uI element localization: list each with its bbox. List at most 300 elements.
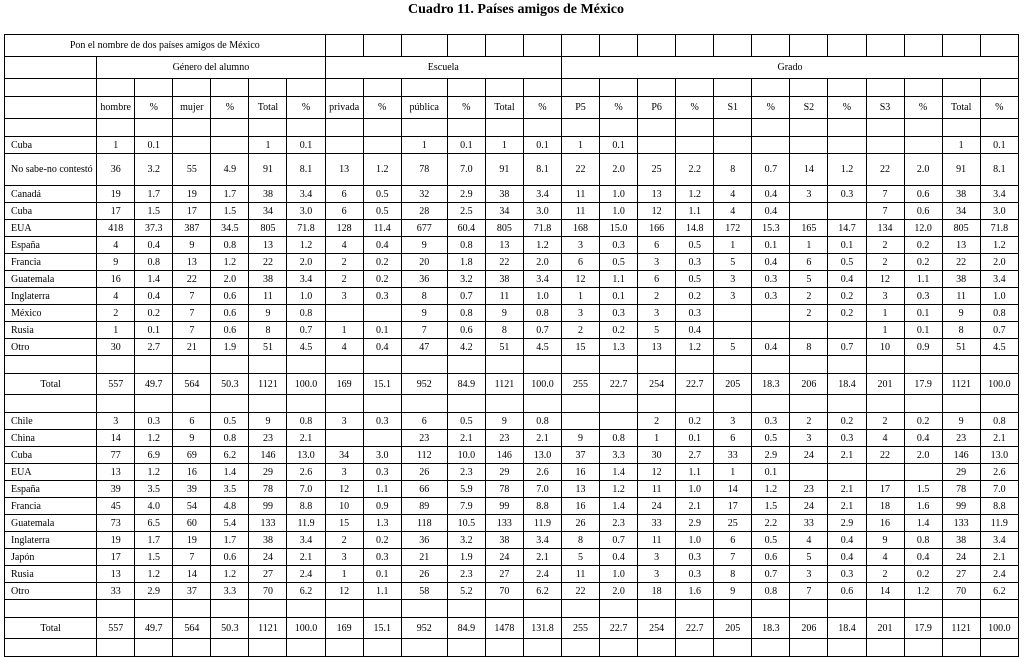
empty-cell [562, 600, 600, 618]
value-cell: 22 [866, 154, 904, 186]
value-cell: 0.2 [904, 413, 942, 430]
value-cell: 9 [173, 237, 211, 254]
total-value: 50.3 [211, 618, 249, 639]
value-cell: 1.0 [287, 288, 325, 305]
value-cell: 128 [325, 220, 363, 237]
value-cell: 3 [325, 464, 363, 481]
empty-cell [790, 395, 828, 413]
value-cell: 0.9 [363, 498, 401, 515]
value-cell [714, 137, 752, 154]
row-label: Cuba [5, 447, 97, 464]
value-cell: 30 [97, 339, 135, 356]
value-cell [325, 430, 363, 447]
empty-cell [942, 639, 980, 657]
value-cell: 805 [942, 220, 980, 237]
value-cell: 13 [97, 464, 135, 481]
empty-cell [401, 119, 447, 137]
value-cell: 25 [714, 515, 752, 532]
value-cell: 133 [485, 515, 523, 532]
value-cell: 0.4 [828, 271, 866, 288]
total-value: 205 [714, 374, 752, 395]
value-cell: 1.1 [904, 271, 942, 288]
empty-cell [714, 119, 752, 137]
value-cell: 11 [562, 566, 600, 583]
value-cell: 34.5 [211, 220, 249, 237]
value-cell: 3 [325, 413, 363, 430]
row-label: Otro [5, 583, 97, 600]
value-cell: 1.1 [363, 481, 401, 498]
column-header: % [287, 97, 325, 119]
empty-cell [135, 639, 173, 657]
value-cell: 0.3 [363, 288, 401, 305]
value-cell: 2.4 [523, 566, 561, 583]
empty-cell [562, 356, 600, 374]
empty-cell [97, 119, 135, 137]
value-cell: 0.8 [447, 305, 485, 322]
value-cell: 16 [562, 498, 600, 515]
row-label: Rusia [5, 322, 97, 339]
value-cell: 3.3 [600, 447, 638, 464]
empty-cell [363, 79, 401, 97]
value-cell: 1 [325, 322, 363, 339]
empty-cell [325, 600, 363, 618]
empty-cell [638, 639, 676, 657]
value-cell: 0.1 [676, 430, 714, 447]
table-row [5, 339, 1019, 356]
value-cell: 7 [173, 288, 211, 305]
empty-cell [401, 600, 447, 618]
value-cell: 9 [714, 583, 752, 600]
value-cell: 28 [401, 203, 447, 220]
value-cell: 13 [173, 254, 211, 271]
value-cell: 1 [97, 137, 135, 154]
value-cell: 0.2 [828, 305, 866, 322]
value-cell: 0.2 [676, 288, 714, 305]
value-cell: 3 [790, 566, 828, 583]
empty-cell [363, 356, 401, 374]
empty-cell [980, 395, 1018, 413]
value-cell: 73 [97, 515, 135, 532]
value-cell: 9 [173, 430, 211, 447]
empty-cell [363, 395, 401, 413]
value-cell: 1.9 [447, 549, 485, 566]
value-cell: 22 [249, 254, 287, 271]
value-cell: 13 [638, 186, 676, 203]
value-cell: 99 [942, 498, 980, 515]
total-value: 18.3 [752, 618, 790, 639]
value-cell: 3.2 [135, 154, 173, 186]
empty-cell [790, 119, 828, 137]
empty-cell [638, 79, 676, 97]
value-cell: 26 [401, 566, 447, 583]
value-cell: 1.2 [904, 583, 942, 600]
value-cell: 3 [325, 549, 363, 566]
value-cell: 1.1 [676, 464, 714, 481]
value-cell: 34 [942, 203, 980, 220]
value-cell: 78 [942, 481, 980, 498]
value-cell: 1 [562, 137, 600, 154]
table-row [5, 254, 1019, 271]
value-cell: 19 [173, 532, 211, 549]
empty-cell [562, 395, 600, 413]
value-cell: 11 [562, 186, 600, 203]
value-cell: 1.1 [600, 271, 638, 288]
value-cell: 6 [790, 254, 828, 271]
total-value: 17.9 [904, 374, 942, 395]
empty-cell [447, 395, 485, 413]
value-cell: 4 [790, 532, 828, 549]
empty-cell [980, 639, 1018, 657]
value-cell: 1 [638, 430, 676, 447]
value-cell: 1 [325, 566, 363, 583]
empty-cell [676, 600, 714, 618]
value-cell: 0.8 [211, 430, 249, 447]
empty-cell [325, 395, 363, 413]
value-cell: 17 [97, 203, 135, 220]
value-cell: 38 [942, 532, 980, 549]
value-cell: 0.4 [828, 532, 866, 549]
empty-cell [790, 639, 828, 657]
column-header: % [447, 97, 485, 119]
value-cell: 0.8 [287, 305, 325, 322]
value-cell: 118 [401, 515, 447, 532]
value-cell: 27 [249, 566, 287, 583]
value-cell: 0.1 [904, 322, 942, 339]
value-cell: 0.8 [980, 413, 1018, 430]
value-cell: 0.1 [904, 305, 942, 322]
value-cell: 2 [866, 566, 904, 583]
empty-cell [600, 395, 638, 413]
table-row [5, 583, 1019, 600]
empty-cell [523, 119, 561, 137]
column-header: % [523, 97, 561, 119]
value-cell: 8 [249, 322, 287, 339]
value-cell: 4 [97, 237, 135, 254]
empty-cell [211, 356, 249, 374]
value-cell: 0.7 [523, 322, 561, 339]
row-label: Otro [5, 339, 97, 356]
value-cell: 8 [562, 532, 600, 549]
value-cell: 0.2 [600, 322, 638, 339]
value-cell: 6 [325, 203, 363, 220]
value-cell [790, 464, 828, 481]
value-cell: 9 [249, 413, 287, 430]
value-cell: 99 [249, 498, 287, 515]
row-label: Canadá [5, 186, 97, 203]
value-cell: 2 [97, 305, 135, 322]
value-cell: 2 [638, 413, 676, 430]
value-cell: 1.0 [523, 288, 561, 305]
row-label: México [5, 305, 97, 322]
row-label: España [5, 237, 97, 254]
value-cell: 36 [401, 271, 447, 288]
value-cell: 172 [714, 220, 752, 237]
empty-cell [714, 79, 752, 97]
value-cell: 55 [173, 154, 211, 186]
value-cell: 3.0 [287, 203, 325, 220]
value-cell: 10 [866, 339, 904, 356]
row-label: EUA [5, 220, 97, 237]
value-cell: 70 [485, 583, 523, 600]
value-cell: 0.3 [363, 464, 401, 481]
empty-cell [904, 356, 942, 374]
value-cell: 146 [249, 447, 287, 464]
value-cell: 14 [97, 430, 135, 447]
value-cell: 0.3 [135, 413, 173, 430]
value-cell: 2.0 [904, 154, 942, 186]
value-cell: 38 [485, 271, 523, 288]
value-cell: 10.0 [447, 447, 485, 464]
empty-cell [980, 79, 1018, 97]
empty-cell [752, 600, 790, 618]
value-cell: 0.3 [752, 271, 790, 288]
empty-cell [135, 395, 173, 413]
value-cell: 22 [485, 254, 523, 271]
empty-cell [523, 600, 561, 618]
value-cell: 34 [249, 203, 287, 220]
value-cell: 0.1 [600, 137, 638, 154]
total-label: Total [5, 374, 97, 395]
total-value: 18.4 [828, 374, 866, 395]
value-cell: 3.4 [287, 186, 325, 203]
value-cell: 9 [942, 413, 980, 430]
value-cell: 0.2 [676, 413, 714, 430]
value-cell: 17 [714, 498, 752, 515]
row-label: España [5, 481, 97, 498]
value-cell: 78 [249, 481, 287, 498]
column-header: % [828, 97, 866, 119]
value-cell: 6 [401, 413, 447, 430]
empty-cell [676, 119, 714, 137]
value-cell: 0.2 [904, 254, 942, 271]
value-cell: 2.4 [287, 566, 325, 583]
value-cell: 2 [790, 413, 828, 430]
value-cell: 1 [249, 137, 287, 154]
empty-cell [523, 395, 561, 413]
empty-cell [249, 79, 287, 97]
value-cell: 91 [942, 154, 980, 186]
value-cell: 0.7 [752, 154, 790, 186]
value-cell: 3.2 [447, 271, 485, 288]
empty-cell [173, 356, 211, 374]
value-cell: 1 [790, 237, 828, 254]
value-cell: 3 [97, 413, 135, 430]
empty-cell [790, 356, 828, 374]
empty-cell [904, 119, 942, 137]
value-cell: 0.3 [904, 288, 942, 305]
table-row [5, 464, 1019, 481]
value-cell: 21 [401, 549, 447, 566]
empty-cell [173, 600, 211, 618]
total-value: 255 [562, 374, 600, 395]
value-cell: 51 [249, 339, 287, 356]
value-cell: 15 [562, 339, 600, 356]
total-value: 22.7 [600, 618, 638, 639]
row-label: Japón [5, 549, 97, 566]
value-cell: 7.0 [523, 481, 561, 498]
value-cell: 677 [401, 220, 447, 237]
empty-cell [904, 600, 942, 618]
value-cell: 22 [866, 447, 904, 464]
value-cell: 3.5 [211, 481, 249, 498]
value-cell: 15.0 [600, 220, 638, 237]
table-title: Cuadro 11. Países amigos de México [408, 2, 624, 17]
row-label: Cuba [5, 203, 97, 220]
value-cell: 4.0 [135, 498, 173, 515]
value-cell: 2.1 [287, 430, 325, 447]
total-value: 201 [866, 374, 904, 395]
group-grado: Grado [562, 57, 1019, 79]
value-cell: 38 [249, 271, 287, 288]
empty-cell [287, 356, 325, 374]
value-cell: 17 [173, 203, 211, 220]
value-cell: 0.4 [363, 339, 401, 356]
value-cell: 0.7 [447, 288, 485, 305]
value-cell: 5 [638, 322, 676, 339]
value-cell: 24 [790, 498, 828, 515]
value-cell: 0.3 [828, 430, 866, 447]
value-cell: 1.4 [904, 515, 942, 532]
value-cell: 2 [325, 254, 363, 271]
value-cell [325, 305, 363, 322]
empty-cell [676, 395, 714, 413]
value-cell: 3 [638, 566, 676, 583]
table-row [5, 413, 1019, 430]
total-value: 15.1 [363, 618, 401, 639]
empty-cell [980, 119, 1018, 137]
blank-row [5, 639, 1019, 657]
value-cell: 2.0 [980, 254, 1018, 271]
value-cell: 2 [325, 271, 363, 288]
value-cell: 6.2 [287, 583, 325, 600]
table-row [5, 515, 1019, 532]
total-value: 22.7 [676, 374, 714, 395]
value-cell: 805 [485, 220, 523, 237]
value-cell: 6 [714, 532, 752, 549]
value-cell: 12 [638, 464, 676, 481]
empty-cell [523, 356, 561, 374]
table-row [5, 137, 1019, 154]
value-cell: 6 [714, 430, 752, 447]
value-cell: 9 [866, 532, 904, 549]
value-cell: 16 [173, 464, 211, 481]
value-cell: 3 [562, 305, 600, 322]
value-cell: 1.2 [135, 430, 173, 447]
value-cell: 0.5 [447, 413, 485, 430]
value-cell: 7.0 [447, 154, 485, 186]
empty-cell [904, 395, 942, 413]
value-cell [676, 137, 714, 154]
empty-cell [942, 600, 980, 618]
value-cell: 2.3 [447, 566, 485, 583]
value-cell: 1.7 [211, 532, 249, 549]
value-cell: 0.2 [904, 237, 942, 254]
empty-cell [676, 79, 714, 97]
empty-cell [287, 600, 325, 618]
value-cell: 4 [325, 237, 363, 254]
value-cell: 1.0 [676, 481, 714, 498]
value-cell: 12 [638, 203, 676, 220]
total-value: 206 [790, 618, 828, 639]
value-cell: 2.4 [980, 566, 1018, 583]
value-cell: 0.5 [752, 430, 790, 447]
row-label: Cuba [5, 137, 97, 154]
value-cell: 66 [401, 481, 447, 498]
value-cell: 1.5 [904, 481, 942, 498]
value-cell: 11.9 [523, 515, 561, 532]
value-cell: 5.4 [211, 515, 249, 532]
value-cell: 0.1 [752, 464, 790, 481]
column-header: S1 [714, 97, 752, 119]
value-cell: 0.1 [287, 137, 325, 154]
value-cell: 0.3 [676, 549, 714, 566]
value-cell: 21 [173, 339, 211, 356]
value-cell: 1 [942, 137, 980, 154]
value-cell: 3 [325, 288, 363, 305]
value-cell: 0.7 [287, 322, 325, 339]
value-cell: 1.2 [676, 339, 714, 356]
empty-cell [211, 600, 249, 618]
value-cell: 5 [714, 339, 752, 356]
value-cell: 0.5 [752, 532, 790, 549]
value-cell: 19 [97, 532, 135, 549]
value-cell: 15.3 [752, 220, 790, 237]
value-cell: 16 [866, 515, 904, 532]
value-cell: 13 [638, 339, 676, 356]
empty-cell [211, 119, 249, 137]
value-cell: 2.1 [828, 481, 866, 498]
table-row [5, 322, 1019, 339]
value-cell [363, 430, 401, 447]
value-cell: 1.3 [600, 339, 638, 356]
value-cell: 45 [97, 498, 135, 515]
empty-cell [447, 356, 485, 374]
value-cell: 1.2 [135, 464, 173, 481]
value-cell: 2.2 [752, 515, 790, 532]
total-row [5, 618, 1019, 639]
group-genero: Género del alumno [97, 57, 325, 79]
column-header: % [676, 97, 714, 119]
value-cell: 0.8 [287, 413, 325, 430]
value-cell: 3 [638, 254, 676, 271]
value-cell: 8 [942, 322, 980, 339]
value-cell: 134 [866, 220, 904, 237]
value-cell: 15 [325, 515, 363, 532]
value-cell: 78 [485, 481, 523, 498]
value-cell: 2 [325, 532, 363, 549]
value-cell: 1.4 [135, 271, 173, 288]
value-cell: 0.6 [904, 186, 942, 203]
value-cell: 27 [485, 566, 523, 583]
value-cell: 4 [866, 430, 904, 447]
value-cell: 2.9 [828, 515, 866, 532]
column-header: Total [942, 97, 980, 119]
empty-cell [980, 356, 1018, 374]
value-cell: 9 [562, 430, 600, 447]
value-cell: 22 [173, 271, 211, 288]
value-cell: 0.3 [752, 288, 790, 305]
total-value: 50.3 [211, 374, 249, 395]
value-cell: 22 [562, 583, 600, 600]
value-cell: 4 [714, 203, 752, 220]
value-cell: 1.1 [676, 203, 714, 220]
value-cell: 0.8 [523, 305, 561, 322]
value-cell: 8.1 [523, 154, 561, 186]
empty-cell [942, 395, 980, 413]
column-header: S3 [866, 97, 904, 119]
column-header: % [752, 97, 790, 119]
value-cell: 17 [866, 481, 904, 498]
